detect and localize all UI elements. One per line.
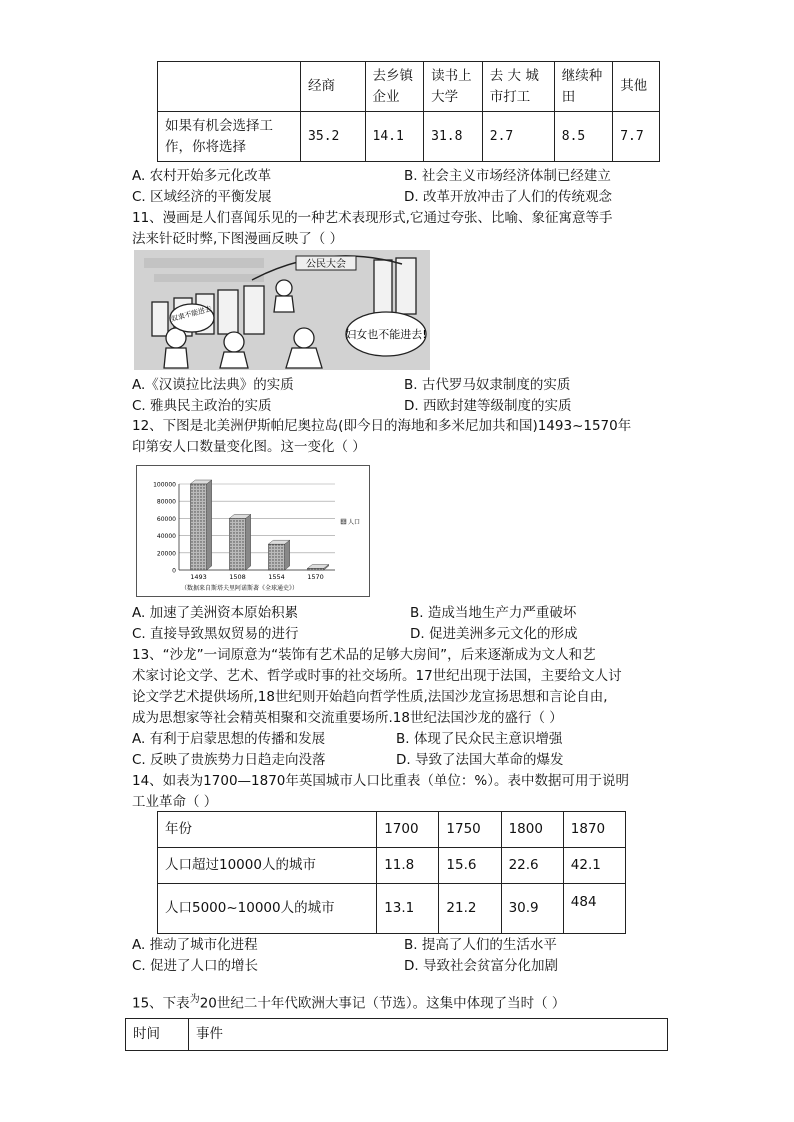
bar-side <box>246 514 251 570</box>
population-chart-svg <box>137 466 369 596</box>
question-11-text: 法来针砭时弊,下图漫画反映了（ ） <box>132 231 344 247</box>
table-row-label: 人口5000~10000人的城市 <box>158 884 377 934</box>
table-header: 1870 <box>563 812 625 848</box>
question-15-prefix: 15、下表 <box>132 995 190 1012</box>
table-header-blank <box>158 62 301 112</box>
legend-swatch <box>341 519 346 524</box>
question-11-text: 11、漫画是人们喜闻乐见的一种艺术表现形式,它通过夸张、比喻、象征寓意等手 <box>132 210 613 226</box>
y-tick-label: 80000 <box>156 498 176 506</box>
cartoon-sign: 公民大会 <box>306 259 346 270</box>
cartoon-bubble-right: 妇女也不能进去! <box>345 328 427 341</box>
option-c: C. 区域经济的平衡发展 <box>132 189 272 205</box>
table-header: 读书上大学 <box>424 62 483 112</box>
table-cell: 7.7 <box>613 112 660 162</box>
option-b: B. 体现了民众民主意识增强 <box>396 731 563 747</box>
option-a: A. 农村开始多元化改革 <box>132 168 272 184</box>
events-table <box>125 1018 668 1051</box>
table-header: 事件 <box>189 1019 668 1051</box>
table-row-label: 如果有机会选择工作，你将选择 <box>158 112 301 162</box>
option-d: D. 导致社会贫富分化加剧 <box>404 958 558 974</box>
table-cell: 8.5 <box>554 112 612 162</box>
x-tick-label: 1570 <box>307 573 324 581</box>
question-13-text: 论文学艺术提供场所,18世纪则开始趋向哲学性质,法国沙龙宣扬思想和言论自由, <box>132 689 608 705</box>
table-header: 继续种田 <box>554 62 612 112</box>
question-15-text <box>132 990 565 1014</box>
bar <box>229 518 245 570</box>
option-b: B. 社会主义市场经济体制已经建立 <box>404 168 611 184</box>
population-chart <box>136 465 370 597</box>
cartoon-drawing <box>134 250 430 370</box>
table-cell: 22.6 <box>501 848 563 884</box>
question-12-text: 12、下图是北美洲伊斯帕尼奥拉岛(即今日的海地和多米尼加共和国)1493~1570年 <box>132 418 632 434</box>
y-tick-label: 60000 <box>156 515 176 523</box>
table-cell: 31.8 <box>424 112 483 162</box>
y-tick-label: 0 <box>172 567 176 575</box>
table-header: 时间 <box>126 1019 189 1051</box>
x-tick-label: 1508 <box>229 573 246 581</box>
choice-table <box>157 61 660 162</box>
table-header: 1700 <box>377 812 439 848</box>
question-14-text: 14、如表为1700—1870年英国城市人口比重表（单位：%）。表中数据可用于说明 <box>132 773 629 789</box>
table-cell: 14.1 <box>365 112 424 162</box>
question-15-superscript: 为 <box>189 994 200 1005</box>
option-a: A. 加速了美洲资本原始积累 <box>132 605 299 621</box>
x-tick-label: 1493 <box>190 573 207 581</box>
option-c: C. 促进了人口的增长 <box>132 958 259 974</box>
cartoon-image <box>134 250 430 370</box>
table-header: 1800 <box>501 812 563 848</box>
option-c: C. 雅典民主政治的实质 <box>132 398 272 414</box>
table-header: 经商 <box>301 62 365 112</box>
option-b: B. 造成当地生产力严重破坏 <box>410 605 577 621</box>
chart-source: （数据来自斯塔夫里阿诺斯著《全球通史》） <box>181 585 299 592</box>
y-tick-label: 40000 <box>156 533 176 541</box>
table-header: 去 大 城市打工 <box>482 62 554 112</box>
table-cell: 11.8 <box>377 848 439 884</box>
table-header: 去乡镇企业 <box>365 62 424 112</box>
table-cell: 15.6 <box>439 848 501 884</box>
question-12-text: 印第安人口数量变化图。这一变化（ ） <box>132 439 366 455</box>
bar-side <box>285 540 290 570</box>
bar-side <box>207 480 212 570</box>
table-cell: 21.2 <box>439 884 501 934</box>
question-14-text: 工业革命（ ） <box>132 794 218 810</box>
y-tick-label: 20000 <box>156 550 176 558</box>
table-cell: 484 <box>563 884 625 934</box>
option-c: C. 直接导致黑奴贸易的进行 <box>132 626 299 642</box>
bar <box>190 484 206 570</box>
option-d: D. 促进美洲多元文化的形成 <box>410 626 578 642</box>
table-header: 其他 <box>613 62 660 112</box>
option-d: D. 改革开放冲击了人们的传统观念 <box>404 189 612 205</box>
table-cell: 2.7 <box>482 112 554 162</box>
x-tick-label: 1554 <box>268 573 285 581</box>
table-row-label: 人口超过10000人的城市 <box>158 848 377 884</box>
table-cell: 13.1 <box>377 884 439 934</box>
question-13-text: 术家讨论文学、艺术、哲学或时事的社交场所。17世纪出现于法国，主要给文人讨 <box>132 668 622 684</box>
urban-population-table <box>157 811 626 934</box>
bar <box>307 569 323 571</box>
table-header: 年份 <box>158 812 377 848</box>
y-tick-label: 100000 <box>153 481 176 489</box>
table-cell: 35.2 <box>301 112 365 162</box>
option-a: A. 有利于启蒙思想的传播和发展 <box>132 731 326 747</box>
option-a: A.《汉谟拉比法典》的实质 <box>132 377 294 393</box>
question-13-text: 13、“沙龙”一词原意为“装饰有艺术品的足够大房间”，后来逐渐成为文人和艺 <box>132 647 596 663</box>
legend-label: 人口 <box>348 519 361 526</box>
option-b: B. 古代罗马奴隶制度的实质 <box>404 377 571 393</box>
table-cell: 30.9 <box>501 884 563 934</box>
option-b: B. 提高了人们的生活水平 <box>404 937 557 953</box>
option-c: C. 反映了贵族势力日趋走向没落 <box>132 752 326 768</box>
table-header: 1750 <box>439 812 501 848</box>
option-d: D. 西欧封建等级制度的实质 <box>404 398 572 414</box>
table-cell: 42.1 <box>563 848 625 884</box>
option-a: A. 推动了城市化进程 <box>132 937 258 953</box>
question-15-rest: 20世纪二十年代欧洲大事记（节选）。这集中体现了当时（ ） <box>199 995 566 1012</box>
cartoon-bubble-left: 奴隶不能进去 <box>170 304 213 324</box>
question-13-text: 成为思想家等社会精英相聚和交流重要场所.18世纪法国沙龙的盛行（ ） <box>132 710 563 726</box>
bar <box>268 544 284 570</box>
option-d: D. 导致了法国大革命的爆发 <box>396 752 564 768</box>
